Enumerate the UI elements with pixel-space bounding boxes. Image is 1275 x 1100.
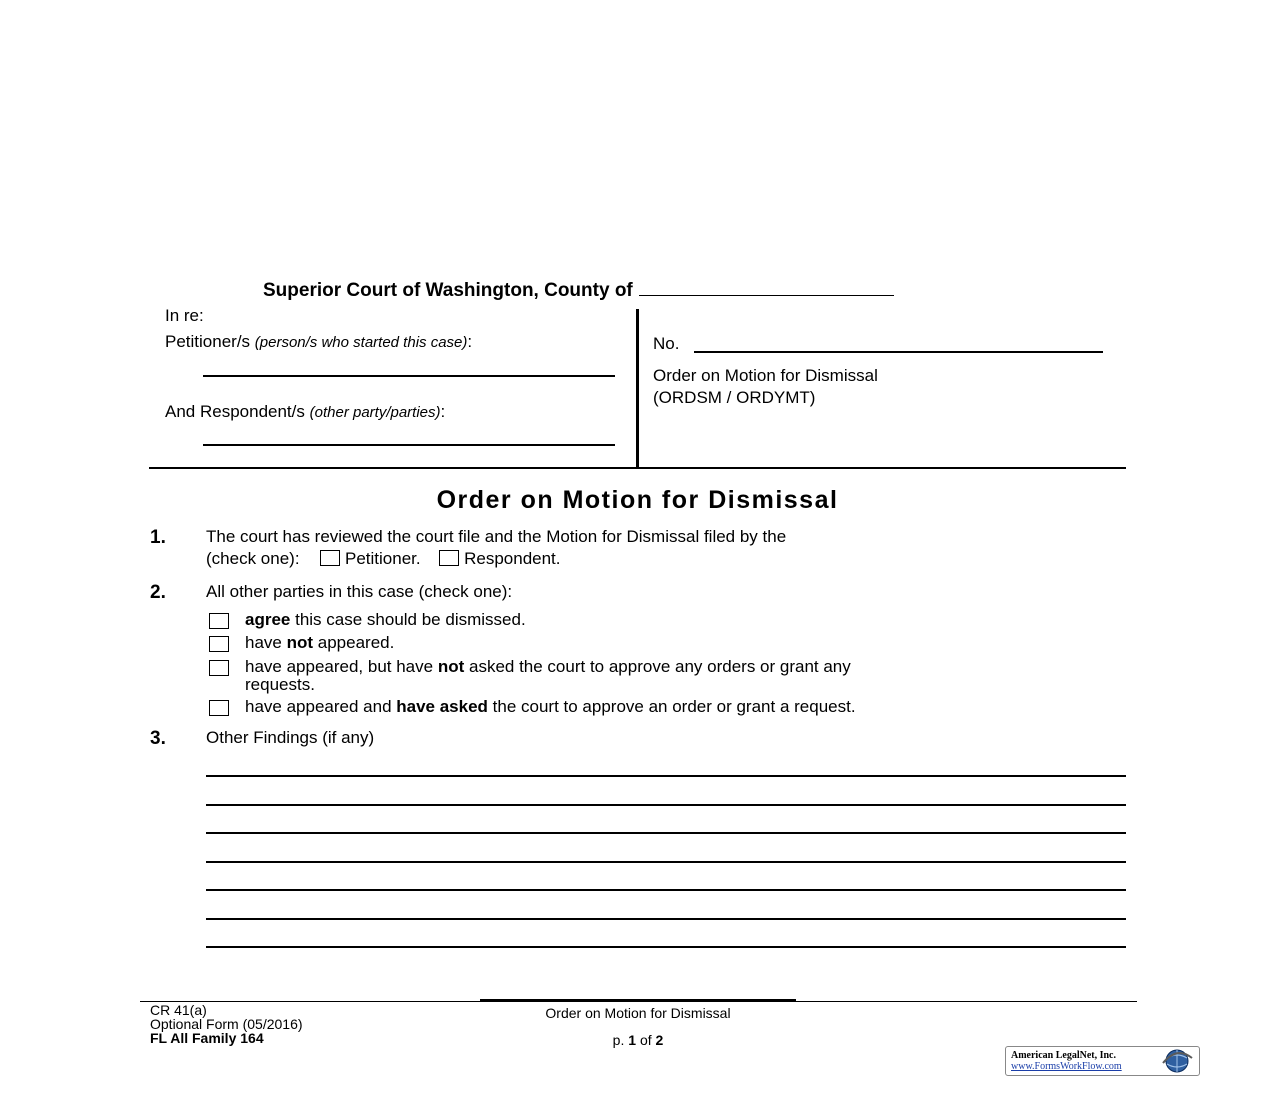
footer-rule-ref: CR 41(a) (150, 1002, 207, 1018)
option-appeared-not-asked-line2: requests. (245, 675, 315, 694)
findings-line[interactable] (206, 775, 1126, 777)
footer-form-status: Optional Form (05/2016) (150, 1016, 303, 1032)
findings-line[interactable] (206, 861, 1126, 863)
caption-divider (636, 309, 639, 469)
county-blank[interactable] (639, 279, 894, 296)
petitioner-note: (person/s who started this case) (254, 334, 468, 351)
respondent-name-line[interactable] (203, 444, 615, 446)
section-1-line2 (206, 549, 561, 569)
petitioner-name-line[interactable] (203, 375, 615, 377)
petitioner-label: Petitioner/s (165, 332, 251, 351)
option-appeared-not-asked-bold: not (437, 657, 465, 676)
petitioner-option-label: Petitioner. (345, 549, 421, 568)
section-2-number: 2. (150, 582, 166, 603)
findings-line[interactable] (206, 946, 1126, 948)
badge-company: American LegalNet, Inc. (1011, 1050, 1116, 1061)
americanlegalnet-badge[interactable] (1005, 1046, 1200, 1076)
page-of: of (639, 1032, 652, 1048)
respondent-checkbox[interactable] (439, 550, 459, 566)
option-not-appeared-text: appeared. (313, 633, 395, 652)
option-appeared-asked-pre: have appeared and (245, 697, 397, 716)
option-agree (245, 610, 526, 630)
respondent-option-label: Respondent. (464, 549, 561, 568)
court-title-text: Superior Court of Washington, County of (263, 280, 633, 301)
page-total: 2 (655, 1032, 664, 1048)
footer-form-id: FL All Family 164 (150, 1030, 264, 1046)
petitioner-checkbox[interactable] (320, 550, 340, 566)
appeared-not-asked-checkbox[interactable] (209, 660, 229, 676)
check-one-label: (check one): (206, 549, 300, 568)
section-2-intro: All other parties in this case (check one): (206, 582, 513, 601)
section-3-number: 3. (150, 728, 166, 749)
findings-line[interactable] (206, 918, 1126, 920)
findings-line[interactable] (206, 804, 1126, 806)
option-appeared-not-asked (245, 657, 851, 677)
case-number-line[interactable] (694, 351, 1103, 353)
in-re-label: In re: (165, 306, 204, 325)
option-not-appeared-bold: not (286, 633, 314, 652)
document-heading: Order on Motion for Dismissal (436, 486, 839, 514)
section-1-number: 1. (150, 527, 166, 548)
option-agree-bold: agree (245, 610, 291, 629)
respondent-label: And Respondent/s (165, 402, 305, 421)
option-appeared-asked-bold: have asked (396, 697, 488, 716)
appeared-asked-checkbox[interactable] (209, 700, 229, 716)
section-3-label: Other Findings (if any) (206, 728, 375, 747)
findings-line[interactable] (206, 832, 1126, 834)
section-1-line1: The court has reviewed the court file and the Motion for Dismissal filed by the (206, 527, 787, 546)
findings-line[interactable] (206, 889, 1126, 891)
option-not-appeared (245, 633, 394, 653)
footer-center-rule (480, 999, 796, 1001)
globe-logo-icon (1158, 1048, 1196, 1074)
petitioner-label-row (165, 332, 472, 352)
option-appeared-asked (245, 697, 856, 717)
petitioner-colon: : (467, 332, 473, 351)
footer-rule (140, 1001, 1137, 1002)
option-not-appeared-pre: have (245, 633, 287, 652)
option-appeared-not-asked-text: asked the court to approve any orders or grant any (464, 657, 851, 676)
caption-doc-codes: (ORDSM / ORDYMT) (653, 388, 816, 407)
case-number-label: No. (653, 334, 680, 353)
footer-page-number (480, 1032, 796, 1048)
respondent-colon: : (440, 402, 446, 421)
not-appeared-checkbox[interactable] (209, 636, 229, 652)
badge-website[interactable]: www.FormsWorkFlow.com (1011, 1061, 1122, 1072)
page-current: 1 (628, 1032, 637, 1048)
option-appeared-not-asked-pre: have appeared, but have (245, 657, 438, 676)
caption-doc-title: Order on Motion for Dismissal (653, 366, 878, 385)
footer-center-title: Order on Motion for Dismissal (545, 1005, 731, 1021)
page-prefix: p. (612, 1032, 625, 1048)
agree-checkbox[interactable] (209, 613, 229, 629)
respondent-note: (other party/parties) (309, 404, 441, 421)
court-title (263, 279, 894, 302)
caption-bottom-rule (149, 467, 1126, 469)
option-agree-text: this case should be dismissed. (290, 610, 526, 629)
respondent-label-row (165, 402, 445, 422)
option-appeared-asked-text: the court to approve an order or grant a request. (487, 697, 856, 716)
